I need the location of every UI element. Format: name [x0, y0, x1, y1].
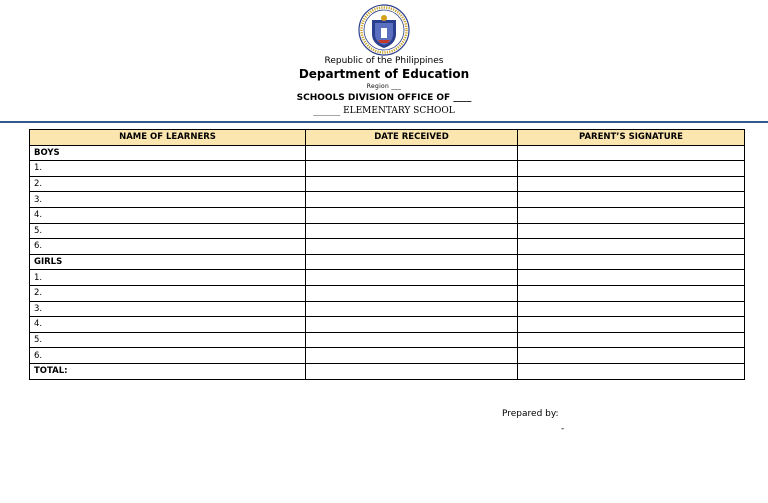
signature-cell[interactable]	[518, 332, 745, 348]
table-row	[30, 207, 745, 223]
signature-cell[interactable]	[518, 317, 745, 333]
date-cell[interactable]	[306, 254, 518, 270]
signature-cell[interactable]	[518, 239, 745, 255]
section-label-girls: GIRLS	[30, 254, 306, 270]
row-number: 4.	[30, 317, 306, 333]
signature-cell[interactable]	[518, 348, 745, 364]
column-header-date: DATE RECEIVED	[306, 130, 518, 146]
table-row	[30, 317, 745, 333]
table-header-row	[30, 130, 745, 146]
school-name-text: ______ ELEMENTARY SCHOOL	[313, 106, 455, 116]
table-row	[30, 239, 745, 255]
signature-cell[interactable]	[518, 223, 745, 239]
date-cell[interactable]	[306, 270, 518, 286]
division-office-text: SCHOOLS DIVISION OFFICE OF ____	[296, 93, 472, 103]
region-text: Region ___	[366, 83, 402, 90]
date-cell[interactable]	[306, 223, 518, 239]
table-row	[30, 176, 745, 192]
row-number: 4.	[30, 207, 306, 223]
signature-cell[interactable]	[518, 192, 745, 208]
date-cell[interactable]	[306, 176, 518, 192]
header-divider	[0, 121, 768, 123]
date-cell[interactable]	[306, 239, 518, 255]
row-number: 2.	[30, 176, 306, 192]
table-row	[30, 161, 745, 177]
row-number: 3.	[30, 192, 306, 208]
date-cell[interactable]	[306, 207, 518, 223]
deped-seal-logo	[358, 4, 410, 56]
section-row-girls	[30, 254, 745, 270]
row-number: 1.	[30, 161, 306, 177]
table-row	[30, 285, 745, 301]
date-cell[interactable]	[306, 145, 518, 161]
row-number: 6.	[30, 239, 306, 255]
date-cell[interactable]	[306, 348, 518, 364]
row-number: 2.	[30, 285, 306, 301]
department-title: Department of Education	[298, 67, 470, 81]
signature-cell[interactable]	[518, 363, 745, 379]
date-cell[interactable]	[306, 285, 518, 301]
table-row	[30, 301, 745, 317]
signature-cell[interactable]	[518, 207, 745, 223]
date-cell[interactable]	[306, 192, 518, 208]
date-cell[interactable]	[306, 317, 518, 333]
prepared-by-label: Prepared by:	[502, 409, 559, 419]
signature-cell[interactable]	[518, 145, 745, 161]
signature-cell[interactable]	[518, 285, 745, 301]
total-row	[30, 363, 745, 379]
row-number: 1.	[30, 270, 306, 286]
row-number: 6.	[30, 348, 306, 364]
table-row	[30, 332, 745, 348]
column-header-name: NAME OF LEARNERS	[30, 130, 306, 146]
table-row	[30, 348, 745, 364]
row-number: 3.	[30, 301, 306, 317]
table-row	[30, 223, 745, 239]
date-cell[interactable]	[306, 161, 518, 177]
column-header-signature: PARENT’S SIGNATURE	[518, 130, 745, 146]
table-row	[30, 270, 745, 286]
section-row-boys	[30, 145, 745, 161]
row-number: 5.	[30, 332, 306, 348]
row-number: 5.	[30, 223, 306, 239]
signature-cell[interactable]	[518, 161, 745, 177]
table-row	[30, 192, 745, 208]
signature-line: -	[561, 424, 565, 434]
date-cell[interactable]	[306, 363, 518, 379]
section-label-boys: BOYS	[30, 145, 306, 161]
total-label: TOTAL:	[30, 363, 306, 379]
signature-cell[interactable]	[518, 176, 745, 192]
republic-text: Republic of the Philippines	[324, 56, 444, 66]
learner-roster-table	[29, 129, 745, 380]
date-cell[interactable]	[306, 332, 518, 348]
date-cell[interactable]	[306, 301, 518, 317]
signature-cell[interactable]	[518, 301, 745, 317]
signature-cell[interactable]	[518, 254, 745, 270]
signature-cell[interactable]	[518, 270, 745, 286]
